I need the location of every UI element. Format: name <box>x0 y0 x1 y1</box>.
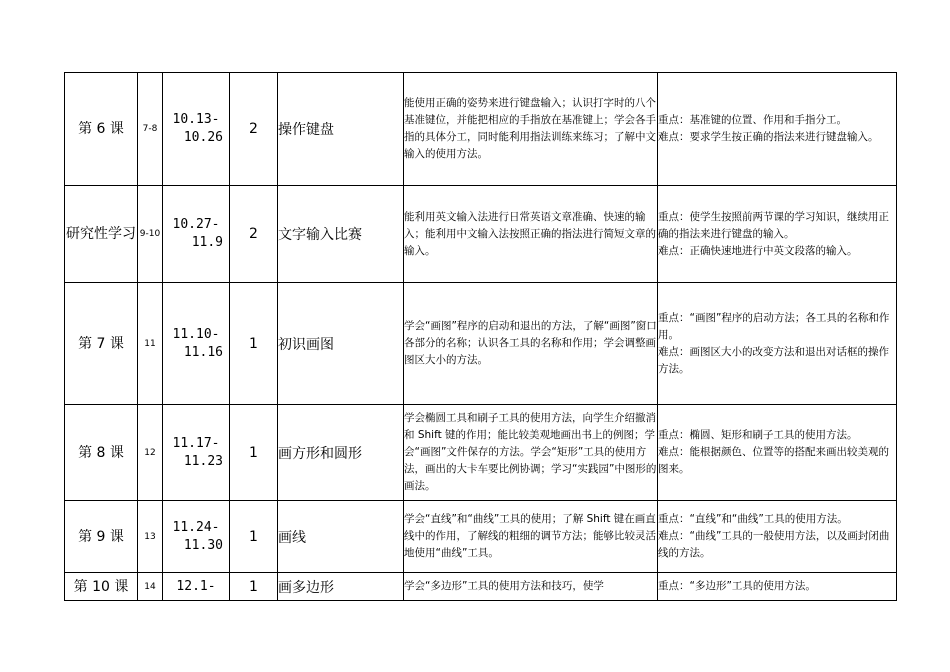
date-start: 10.13- <box>172 112 220 127</box>
date-end: 10.26 <box>183 130 223 145</box>
difficulty-point: 难点：要求学生按正确的指法来进行键盘输入。 <box>658 131 879 143</box>
table-row <box>65 186 897 283</box>
hours-cell: 1 <box>230 501 278 573</box>
date-start: 10.27- <box>172 217 220 232</box>
goal-cell: 学会“多边形”工具的使用方法和技巧，使学 <box>404 573 658 601</box>
key-point: 重点：“直线”和“曲线”工具的使用方法。 <box>658 513 848 525</box>
date-cell <box>163 186 230 283</box>
lesson-cell: 第 8 课 <box>65 405 138 501</box>
date-start: 11.17- <box>172 435 220 451</box>
table-row <box>65 73 897 186</box>
title-cell: 画方形和圆形 <box>278 405 404 501</box>
title-cell: 画线 <box>278 501 404 573</box>
goal-cell: 能利用英文输入法进行日常英语文章准确、快速的输入；能利用中文输入法按照正确的指法进行简短文章的输入。 <box>404 186 658 283</box>
date-cell <box>163 573 230 601</box>
goal-cell: 能使用正确的姿势来进行键盘输入；认识打字时的八个基准键位，并能把相应的手指放在基准键上；学会各手指的具体分工，同时能利用指法训练来练习；了解中文输入的使用方法。 <box>404 73 658 186</box>
key-point: 重点：“多边形”工具的使用方法。 <box>658 580 816 592</box>
week-cell: 9-10 <box>138 186 163 283</box>
key-cell <box>658 186 897 283</box>
date-end: 11.16 <box>183 344 223 360</box>
date-end: 11.9 <box>191 235 223 250</box>
table-row <box>65 573 897 601</box>
goal-cell: 学会“画图”程序的启动和退出的方法，了解“画图”窗口各部分的名称；认识各工具的名称和作用；学会调整画图区大小的方法。 <box>404 283 658 405</box>
date-start: 11.24- <box>172 519 220 535</box>
date-cell <box>163 405 230 501</box>
key-cell <box>658 73 897 186</box>
hours-cell: 2 <box>230 73 278 186</box>
week-cell: 14 <box>138 573 163 601</box>
difficulty-point: 难点：正确快速地进行中英文段落的输入。 <box>658 244 858 257</box>
key-cell <box>658 405 897 501</box>
key-cell <box>658 283 897 405</box>
lesson-cell: 第 6 课 <box>65 73 138 186</box>
lesson-cell: 第 7 课 <box>65 283 138 405</box>
key-cell <box>658 573 897 601</box>
teaching-plan-table <box>64 72 897 601</box>
date-end: 11.30 <box>183 537 223 553</box>
table-row <box>65 501 897 573</box>
goal-cell: 学会“直线”和“曲线”工具的使用；了解 Shift 键在画直线中的作用，了解线的粗细的调节方法；能够比较灵活地使用“曲线”工具。 <box>404 501 658 573</box>
hours-cell: 1 <box>230 573 278 601</box>
goal-cell: 学会椭圆工具和刷子工具的使用方法，向学生介绍撤消和 Shift 键的作用；能比较美观地画出书上的例图；学会“画图”文件保存的方法。学会“矩形”工具的使用方法，画出的大卡车要比例协调；学习“实践园”中图形的画法。 <box>404 405 658 501</box>
date-cell <box>163 73 230 186</box>
key-point: 重点：椭圆、矩形和刷子工具的使用方法。 <box>658 429 858 441</box>
date-cell <box>163 283 230 405</box>
difficulty-point: 难点：画图区大小的改变方法和退出对话框的操作方法。 <box>658 345 889 375</box>
week-cell: 13 <box>138 501 163 573</box>
difficulty-point: 难点：“曲线”工具的一般使用方法，以及画封闭曲线的方法。 <box>658 530 890 559</box>
key-point: 重点：“画图”程序的启动方法；各工具的名称和作用。 <box>658 311 890 341</box>
hours-cell: 1 <box>230 283 278 405</box>
date-start: 11.10- <box>172 326 220 342</box>
lesson-cell: 第 10 课 <box>65 573 138 601</box>
key-cell <box>658 501 897 573</box>
lesson-cell: 第 9 课 <box>65 501 138 573</box>
lesson-cell: 研究性学习 <box>65 186 138 283</box>
title-cell: 文字输入比赛 <box>278 186 404 283</box>
date-end: 11.23 <box>183 453 223 469</box>
date-start: 12.1- <box>176 578 216 594</box>
title-cell: 初识画图 <box>278 283 404 405</box>
title-cell: 操作键盘 <box>278 73 404 186</box>
hours-cell: 1 <box>230 405 278 501</box>
key-point: 重点：基准键的位置、作用和手指分工。 <box>658 114 847 126</box>
date-cell <box>163 501 230 573</box>
key-point: 重点：使学生按照前两节课的学习知识，继续用正确的指法来进行键盘的输入。 <box>658 210 889 240</box>
week-cell: 11 <box>138 283 163 405</box>
week-cell: 12 <box>138 405 163 501</box>
difficulty-point: 难点：能根据颜色、位置等的搭配来画出较美观的图来。 <box>658 446 889 475</box>
title-cell: 画多边形 <box>278 573 404 601</box>
hours-cell: 2 <box>230 186 278 283</box>
week-cell: 7-8 <box>138 73 163 186</box>
table-row <box>65 283 897 405</box>
table-row <box>65 405 897 501</box>
